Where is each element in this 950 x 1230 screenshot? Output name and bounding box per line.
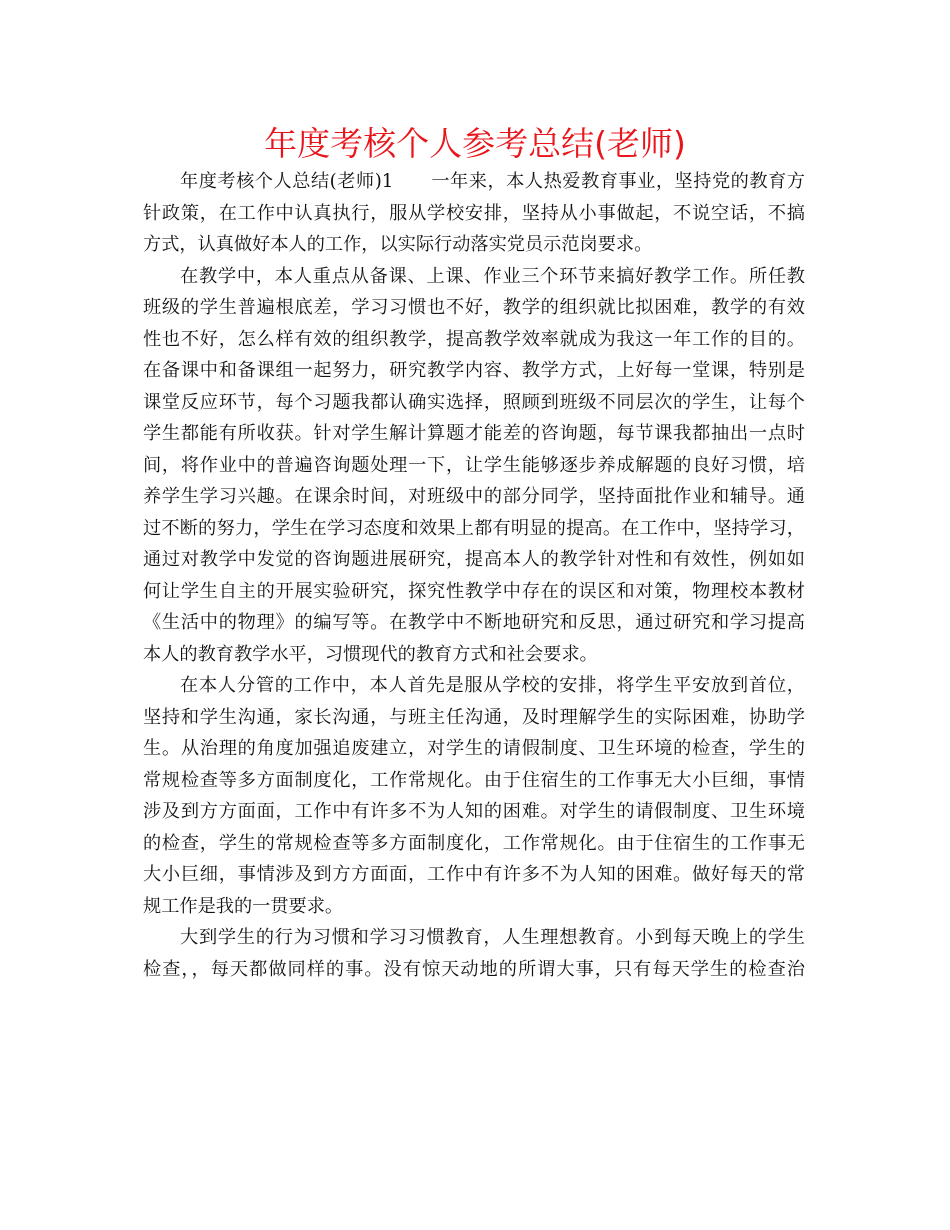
text-line: 过不断的努力，学生在学习态度和效果上都有明显的提高。在工作中，坚持学习， [143,517,805,539]
text-line: 常规检查等多方面制度化，工作常规化。由于住宿生的工作事无大小巨细，事情 [143,769,805,791]
text-line: 在备课中和备课组一起努力，研究教学内容、教学方式，上好每一堂课，特别是 [143,360,805,381]
text-line: 在本人分管的工作中，本人首先是服从学校的安排，将学生平安放到首位， [180,675,805,696]
text-line: 针政策，在工作中认真执行，服从学校安排，坚持从小事做起，不说空话，不搞 [143,202,805,224]
text-line: 在教学中，本人重点从备课、上课、作业三个环节来搞好教学工作。所任教 [180,265,805,287]
text-line: 养学生学习兴趣。在课余时间，对班级中的部分同学，坚持面批作业和辅导。通 [143,486,805,507]
text-line: 年度考核个人总结(老师)1 一年来，本人热爱教育事业，坚持党的教育方 [180,171,805,192]
text-line: 生。从治理的角度加强追废建立，对学生的请假制度、卫生环境的检查，学生的 [143,738,805,759]
text-line: 大小巨细，事情涉及到方方面面，工作中有许多不为人知的困难。做好每天的常 [143,864,805,885]
text-line: 的检查，学生的常规检查等多方面制度化，工作常规化。由于住宿生的工作事无 [143,832,805,854]
document-body [143,166,805,985]
text-line: 性也不好，怎么样有效的组织教学，提高教学效率就成为我这一年工作的目的。 [143,328,805,350]
document-title: 年度考核个人参考总结(老师) [264,124,686,163]
text-line: 坚持和学生沟通，家长沟通，与班主任沟通，及时理解学生的实际困难，协助学 [143,706,805,728]
text-line: 涉及到方方面面，工作中有许多不为人知的困难。对学生的请假制度、卫生环境 [143,801,805,822]
text-line: 学生都能有所收获。针对学生解计算题才能差的咨询题，每节课我都抽出一点时 [143,423,805,444]
text-line: 规工作是我的一贯要求。 [143,895,344,917]
text-line: 通过对教学中发觉的咨询题进展研究，提高本人的教学针对性和有效性，例如如 [143,549,805,570]
text-line: 方式，认真做好本人的工作，以实际行动落实党员示范岗要求。 [143,234,653,255]
text-line: 大到学生的行为习惯和学习习惯教育，人生理想教育。小到每天晚上的学生 [180,927,805,948]
text-line: 本人的教育教学水平，习惯现代的教育方式和社会要求。 [143,643,598,665]
text-line: 检查，，每天都做同样的事。没有惊天动地的所谓大事，只有每天学生的检查治 [143,958,805,980]
text-line: 间，将作业中的普遍咨询题处理一下，让学生能够逐步养成解题的良好习惯，培 [143,454,805,476]
text-line: 课堂反应环节，每个习题我都认确实选择，照顾到班级不同层次的学生，让每个 [143,391,805,413]
text-line: 《生活中的物理》的编写等。在教学中不断地研究和反思，通过研究和学习提高 [143,612,805,633]
text-line: 何让学生自主的开展实验研究，探究性教学中存在的误区和对策，物理校本教材 [143,580,805,602]
text-line: 班级的学生普遍根底差，学习习惯也不好，教学的组织就比拟困难，教学的有效 [143,297,805,318]
